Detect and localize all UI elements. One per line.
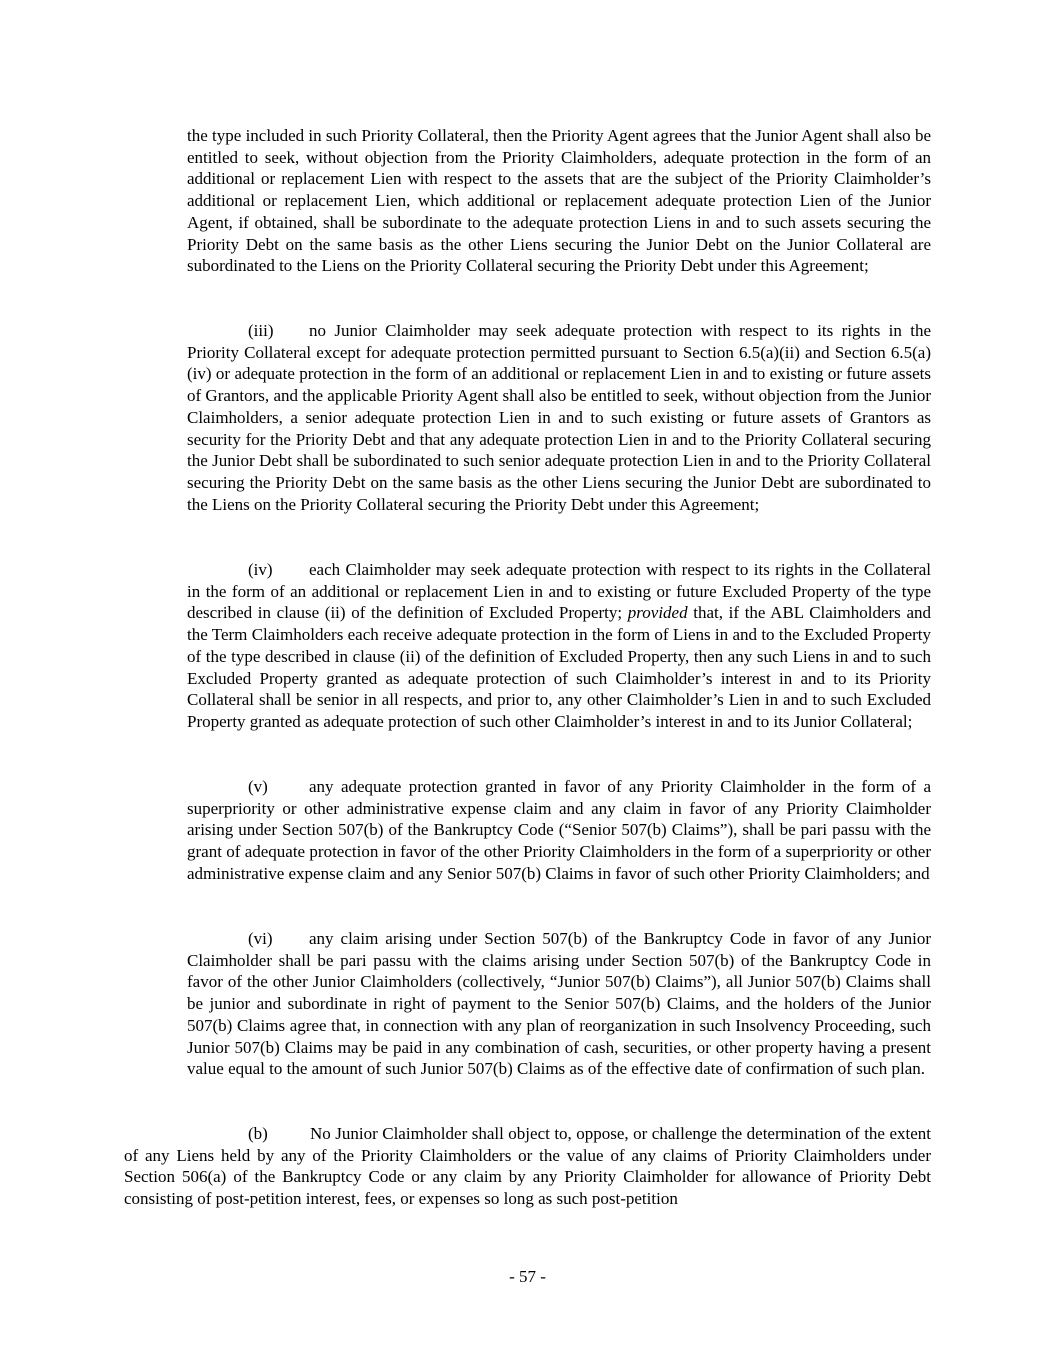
paragraph-iii (187, 320, 931, 515)
clause-number: (iii) (248, 321, 274, 340)
paragraph-text-continued: that, if the ABL Claimholders and the Term Claimholders each receive adequate protection in the form of Liens in and to the Excluded Property of the type described in clause (ii) of the definition of Excluded Property, then any such Liens in and to such Excluded Property granted as adequate protection of such Claimholder’s interest in and to its Priority Collateral shall be senior in all respects, and prior to, any other Claimholder’s Lien in and to such Excluded Property granted as adequate protection of such other Claimholder’s interest in and to its Junior Collateral; (187, 603, 931, 731)
clause-number: (iv) (248, 560, 273, 579)
italic-term: provided (627, 603, 688, 623)
paragraph-text: No Junior Claimholder shall object to, oppose, or challenge the determination of the extent of any Liens held by any of the Priority Claimholders or the value of any claims of Priority Claimholders under Section 506(a) of the Bankruptcy Code or any claim by any Priority Claimholder for allowance of Priority Debt consisting of post-petition interest, fees, or expenses so long as such post-petition (124, 1124, 931, 1209)
paragraph-text: no Junior Claimholder may seek adequate protection with respect to its rights in the Priority Collateral except for adequate protection permitted pursuant to Section 6.5(a)(ii) and Section 6.5(a)(iv) or adequate protection in the form of an additional or replacement Lien in and to existing or future assets of Grantors, and the applicable Priority Agent shall also be entitled to seek, without objection from the Junior Claimholders, a senior adequate protection Lien in and to such existing or future assets of Grantors as security for the Priority Debt and that any adequate protection Lien in and to the Priority Collateral securing the Junior Debt shall be subordinated to such senior adequate protection Lien in and to the Priority Collateral securing the Priority Debt on the same basis as the other Liens securing the Junior Debt are subordinated to the Liens on the Priority Collateral securing the Priority Debt under this Agreement; (187, 321, 931, 514)
paragraph-text: any adequate protection granted in favor of any Priority Claimholder in the form of a superpriority or other administrative expense claim and any claim in favor of any Priority Claimholder arising under Section 507(b) of the Bankruptcy Code (“Senior 507(b) Claims”), shall be pari passu with the grant of adequate protection in favor of the other Priority Claimholders in the form of a superpriority or other administrative expense claim and any Senior 507(b) Claims in favor of such other Priority Claimholders; and (187, 777, 931, 883)
clause-number: (v) (248, 777, 268, 796)
paragraph-text: each Claimholder may seek adequate protection with respect to its rights in the Collateral in the form of an additional or replacement Lien in and to existing or future Excluded Property of the type described in clause (ii) of the definition of Excluded Property; (187, 560, 931, 623)
clause-number: (vi) (248, 929, 273, 948)
paragraph-b (124, 1123, 931, 1210)
paragraph-continuation (187, 125, 931, 277)
paragraph-vi (187, 928, 931, 1080)
paragraph-text: any claim arising under Section 507(b) of the Bankruptcy Code in favor of any Junior Claimholder shall be pari passu with the claims arising under Section 507(b) of the Bankruptcy Code in favor of the other Junior Claimholders (collectively, “Junior 507(b) Claims”), all Junior 507(b) Claims shall be junior and subordinate in right of payment to the Senior 507(b) Claims, and the holders of the Junior 507(b) Claims agree that, in connection with any plan of reorganization in such Insolvency Proceeding, such Junior 507(b) Claims may be paid in any combination of cash, securities, or other property having a present value equal to the amount of such Junior 507(b) Claims as of the effective date of confirmation of such plan. (187, 929, 931, 1079)
clause-number: (b) (248, 1124, 268, 1143)
paragraph-text: the type included in such Priority Collateral, then the Priority Agent agrees that the Junior Agent shall also be entitled to seek, without objection from the Priority Claimholders, adequate protection in the form of an additional or replacement Lien with respect to the assets that are the subject of the Priority Claimholder’s additional or replacement Lien, which additional or replacement adequate protection Lien of the Junior Agent, if obtained, shall be subordinate to the adequate protection Liens in and to such assets securing the Priority Debt on the same basis as the other Liens securing the Junior Debt on the Junior Collateral are subordinated to the Liens on the Priority Collateral securing the Priority Debt under this Agreement; (187, 126, 931, 276)
paragraph-v (187, 776, 931, 885)
paragraph-iv (187, 559, 931, 733)
page-number: - 57 - (509, 1267, 546, 1286)
